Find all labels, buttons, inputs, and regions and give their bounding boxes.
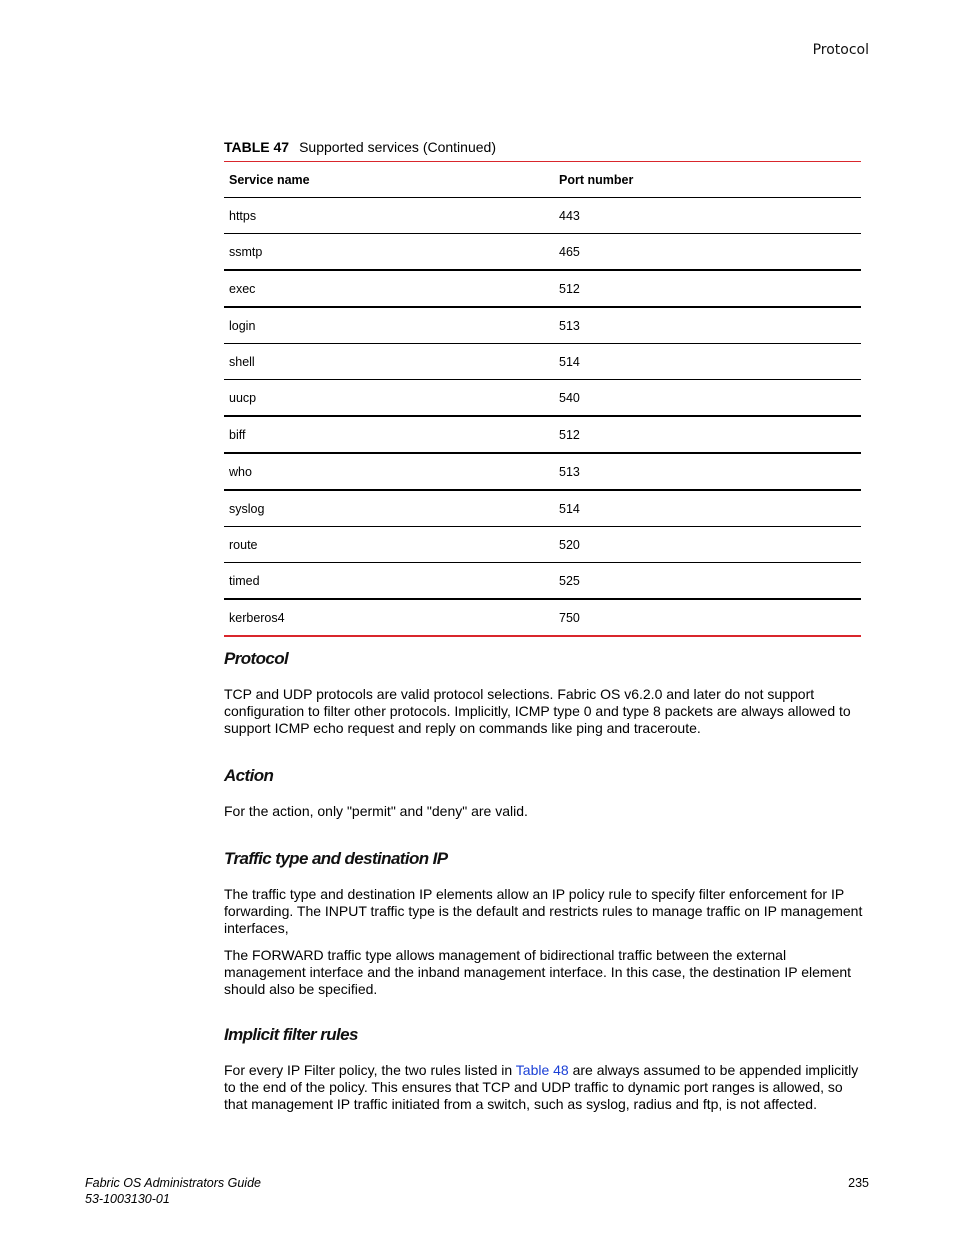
action-section <box>224 766 869 820</box>
footer-left <box>85 1175 261 1207</box>
table-row <box>224 198 861 234</box>
footer-doc-number: 53-1003130-01 <box>85 1192 170 1206</box>
protocol-heading: Protocol <box>224 649 289 668</box>
service-name-cell: exec <box>224 270 554 307</box>
service-name-cell: route <box>224 527 554 563</box>
implicit-text-after: are always assumed to be appended implicitly to the end of the policy. This ensures that TCP and UDP traffic to dynamic port ranges is allowed, so that management IP traffic initiated from a switch, such as syslog, radius and ftp, is not affected. <box>224 1062 859 1112</box>
table-row <box>224 453 861 490</box>
column-header-port-number: Port number <box>554 162 861 198</box>
table-row <box>224 270 861 307</box>
port-number-cell: 513 <box>554 307 861 344</box>
port-number-cell: 520 <box>554 527 861 563</box>
table-header-row <box>224 162 861 198</box>
port-number-cell: 540 <box>554 380 861 417</box>
footer-page-number: 235 <box>848 1176 869 1190</box>
action-heading: Action <box>224 766 274 785</box>
port-number-cell: 514 <box>554 344 861 380</box>
table-row <box>224 234 861 271</box>
traffic-type-paragraph-2: The FORWARD traffic type allows management of bidirectional traffic between the external management interface and the inband management interface. In this case, the destination IP element should also be specified. <box>224 947 852 997</box>
service-name-cell: syslog <box>224 490 554 527</box>
protocol-paragraph: TCP and UDP protocols are valid protocol selections. Fabric OS v6.2.0 and later do not support configuration to filter other protocols. Implicitly, ICMP type 0 and type 8 packets are always allowed to support ICMP echo request and reply on commands like ping and traceroute. <box>224 686 851 736</box>
service-name-cell: kerberos4 <box>224 599 554 636</box>
protocol-section <box>224 649 869 737</box>
traffic-type-paragraph-1: The traffic type and destination IP elements allow an IP policy rule to specify filter enforcement for IP forwarding. The INPUT traffic type is the default and restricts rules to manage traffic on IP management interfaces, <box>224 886 863 936</box>
port-number-cell: 512 <box>554 416 861 453</box>
implicit-filter-rules-heading: Implicit filter rules <box>224 1025 358 1044</box>
service-name-cell: timed <box>224 563 554 600</box>
service-name-cell: uucp <box>224 380 554 417</box>
port-number-cell: 443 <box>554 198 861 234</box>
port-number-cell: 525 <box>554 563 861 600</box>
implicit-filter-rules-section <box>224 1025 869 1113</box>
table-row <box>224 416 861 453</box>
column-header-service-name: Service name <box>224 162 554 198</box>
port-number-cell: 750 <box>554 599 861 636</box>
service-name-cell: biff <box>224 416 554 453</box>
table-number: TABLE 47 <box>224 139 290 155</box>
table-row <box>224 380 861 417</box>
service-name-cell: login <box>224 307 554 344</box>
action-paragraph: For the action, only "permit" and "deny" are valid. <box>224 803 528 819</box>
service-name-cell: shell <box>224 344 554 380</box>
table-caption <box>224 139 496 155</box>
port-number-cell: 512 <box>554 270 861 307</box>
port-number-cell: 465 <box>554 234 861 271</box>
table-row <box>224 599 861 636</box>
traffic-type-heading: Traffic type and destination IP <box>224 849 448 868</box>
table-48-link[interactable]: Table 48 <box>515 1062 569 1078</box>
footer-doc-title: Fabric OS Administrators Guide <box>85 1176 261 1190</box>
table-row <box>224 490 861 527</box>
table-row <box>224 307 861 344</box>
service-name-cell: ssmtp <box>224 234 554 271</box>
port-number-cell: 513 <box>554 453 861 490</box>
traffic-type-section <box>224 849 869 998</box>
running-head: Protocol <box>812 42 869 58</box>
port-number-cell: 514 <box>554 490 861 527</box>
table-row <box>224 563 861 600</box>
implicit-text-before: For every IP Filter policy, the two rules listed in <box>224 1062 516 1078</box>
table-row <box>224 527 861 563</box>
supported-services-table <box>224 161 861 637</box>
implicit-filter-rules-paragraph <box>224 1062 869 1113</box>
table-row <box>224 344 861 380</box>
table-title: Supported services (Continued) <box>299 139 496 155</box>
service-name-cell: https <box>224 198 554 234</box>
service-name-cell: who <box>224 453 554 490</box>
